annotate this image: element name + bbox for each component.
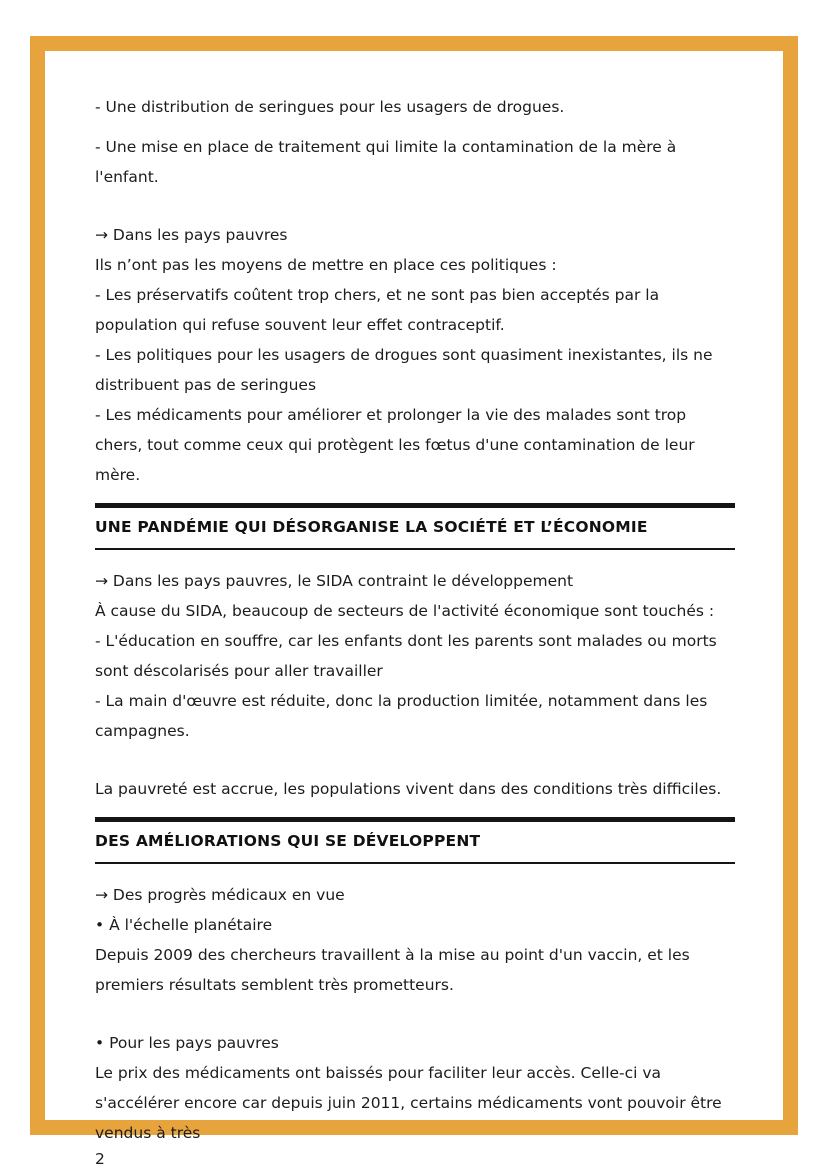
section-heading: DES AMÉLIORATIONS QUI SE DÉVELOPPENT <box>95 817 735 864</box>
body-line: - L'éducation en souffre, car les enfants dont les parents sont malades ou morts sont déscolarisés pour aller travailler <box>95 632 717 680</box>
blank-line <box>95 192 735 220</box>
body-line: À cause du SIDA, beaucoup de secteurs de l'activité économique sont touchés : <box>95 602 715 620</box>
arrow-lead-line: → Dans les pays pauvres, le SIDA contraint le développement <box>95 572 574 590</box>
arrow-lead-line: → Des progrès médicaux en vue <box>95 886 345 904</box>
body-line: - Une mise en place de traitement qui limite la contamination de la mère à l'enfant. <box>95 138 677 186</box>
body-line: - Les préservatifs coûtent trop chers, et ne sont pas bien acceptés par la population qui refuse souvent leur effet contraceptif. <box>95 286 660 334</box>
blank-line <box>95 746 735 774</box>
bullet-line: • À l'échelle planétaire <box>95 916 273 934</box>
body-line: - Les médicaments pour améliorer et prolonger la vie des malades sont trop chers, tout comme ceux qui protègent les fœtus d'une contamination de leur mère. <box>95 406 695 484</box>
page-number: 2 <box>95 1150 105 1168</box>
section-heading: UNE PANDÉMIE QUI DÉSORGANISE LA SOCIÉTÉ ET L’ÉCONOMIE <box>95 503 735 550</box>
page-content <box>46 52 782 1168</box>
arrow-lead-line: → Dans les pays pauvres <box>95 226 288 244</box>
body-line: La pauvreté est accrue, les populations vivent dans des conditions très difficiles. <box>95 780 722 798</box>
bullet-line: • Pour les pays pauvres <box>95 1034 279 1052</box>
body-line: Le prix des médicaments ont baissés pour faciliter leur accès. Celle-ci va s'accélérer encore car depuis juin 2011, certains médicaments vont pouvoir être vendus à très <box>95 1064 722 1142</box>
blank-line <box>95 1000 735 1028</box>
body-line: Ils n’ont pas les moyens de mettre en place ces politiques : <box>95 256 557 274</box>
body-line: Depuis 2009 des chercheurs travaillent à la mise au point d'un vaccin, et les premiers résultats semblent très prometteurs. <box>95 946 690 994</box>
body-line: - Une distribution de seringues pour les usagers de drogues. <box>95 98 565 116</box>
body-line: - La main d'œuvre est réduite, donc la production limitée, notamment dans les campagnes. <box>95 692 708 740</box>
body-line: - Les politiques pour les usagers de drogues sont quasiment inexistantes, ils ne distribuent pas de seringues <box>95 346 713 394</box>
